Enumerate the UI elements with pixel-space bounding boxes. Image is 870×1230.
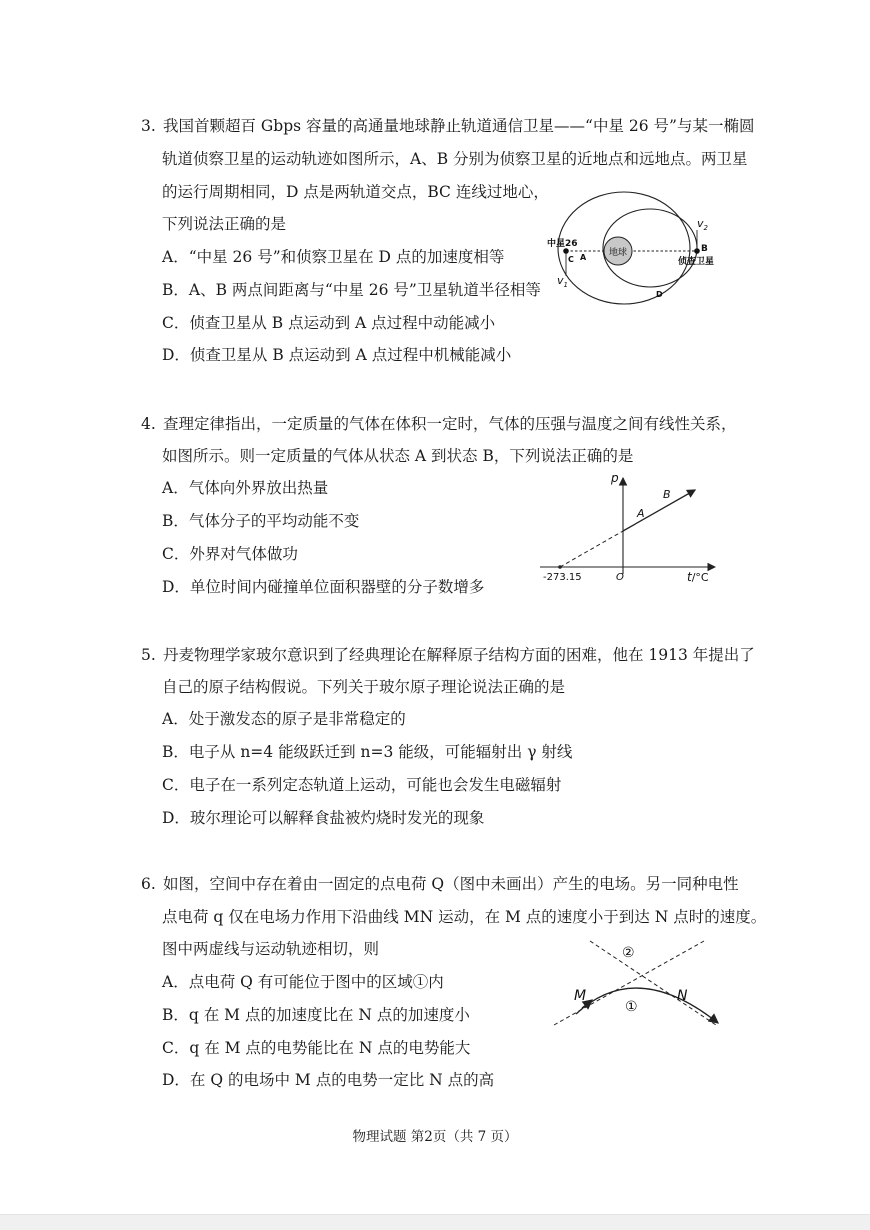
state-a-label: A [637, 507, 645, 520]
q6-number: 6. [141, 875, 156, 893]
q3-stem-line-3: 的运行周期相同，D 点是两轨道交点，BC 连线过地心， [162, 183, 549, 201]
q6-trajectory-figure [548, 935, 728, 1035]
origin-point [558, 565, 562, 569]
q4-option-b: B．气体分子的平均动能不变 [162, 512, 360, 530]
q6-option-c: C．q 在 M 点的电势能比在 N 点的电势能大 [162, 1039, 471, 1057]
region-2-label: ② [622, 945, 635, 961]
q4-option-c: C．外界对气体做功 [162, 545, 298, 563]
state-b-label: B [663, 488, 671, 501]
neg-temp-label: -273.15 [543, 572, 582, 583]
q3-orbit-figure [540, 188, 740, 308]
q3-stem-line-4: 下列说法正确的是 [162, 215, 287, 233]
q6-stem-line-3: 图中两虚线与运动轨迹相切，则 [162, 940, 380, 958]
tangent-line-n [590, 941, 716, 1025]
dashed-extension [560, 531, 623, 567]
point-b-dot [694, 248, 700, 254]
orbit-diagram [540, 188, 740, 308]
sat2-label: 侦查卫星 [678, 257, 715, 267]
earth-label: 地球 [608, 248, 628, 258]
v1-label: $v_1$ [557, 274, 568, 289]
q3-option-a: A．“中星 26 号”和侦察卫星在 D 点的加速度相等 [162, 248, 505, 266]
q5-option-a: A．处于激发态的原子是非常稳定的 [162, 710, 406, 728]
q3-option-c: C．侦查卫星从 B 点运动到 A 点过程中动能减小 [162, 314, 496, 332]
point-d-label: D [656, 290, 663, 299]
q4-number: 4. [141, 415, 156, 433]
v2-label: $v_2$ [697, 217, 708, 232]
q4-stem-line-2: 如图所示。则一定质量的气体从状态 A 到状态 B，下列说法正确的是 [162, 447, 634, 465]
q4-pt-graph [535, 470, 725, 585]
sat1-label: 中星26 [547, 239, 578, 249]
q3-option-d: D．侦查卫星从 B 点运动到 A 点过程中机械能减小 [162, 346, 512, 364]
point-m-label: M [574, 988, 587, 1004]
q4-stem-line-1: 4. 查理定律指出，一定质量的气体在体积一定时，气体的压强与温度之间有线性关系， [141, 415, 737, 433]
q4-option-d: D．单位时间内碰撞单位面积器壁的分子数增多 [162, 578, 485, 596]
q4-option-a: A．气体向外界放出热量 [162, 479, 329, 497]
p-label: p [611, 471, 619, 485]
q6-option-d: D．在 Q 的电场中 M 点的电势一定比 N 点的高 [162, 1071, 495, 1089]
trajectory-mn [576, 988, 718, 1023]
point-n-label: N [677, 988, 688, 1004]
q3-stem-line-2: 轨道侦察卫星的运动轨迹如图所示，A、B 分别为侦察卫星的近地点和远地点。两卫星 [162, 150, 748, 168]
q5-option-b: B．电子从 n=4 能级跃迁到 n=3 能级，可能辐射出 γ 射线 [162, 743, 573, 761]
scan-bottom-edge [0, 1214, 870, 1230]
point-b-label: B [701, 244, 708, 254]
page-footer: 物理试题 第2页（共 7 页） [352, 1129, 518, 1145]
region-1-label: ① [625, 999, 638, 1015]
q6-option-b: B．q 在 M 点的加速度比在 N 点的加速度小 [162, 1006, 470, 1024]
q6-stem-line-2: 点电荷 q 仅在电场力作用下沿曲线 MN 运动，在 M 点的速度小于到达 N 点时的速度。 [162, 908, 767, 926]
q6-option-a: A．点电荷 Q 有可能位于图中的区域①内 [162, 973, 444, 991]
sat1-dot [563, 248, 569, 254]
q5-stem-line-1: 5. 丹麦物理学家玻尔意识到了经典理论在解释原子结构方面的困难，他在 1913 年提出了 [141, 646, 755, 664]
t-label: t/°C [687, 570, 709, 584]
q5-number: 5. [141, 646, 156, 664]
q6-stem-line-1: 6. 如图，空间中存在着由一固定的点电荷 Q（图中未画出）产生的电场。另一同种电性 [141, 875, 739, 893]
point-a-label: A [580, 253, 587, 262]
q5-option-d: D．玻尔理论可以解释食盐被灼烧时发光的现象 [162, 809, 485, 827]
q3-number: 3. [141, 117, 156, 135]
origin-label: O [616, 572, 624, 583]
q3-stem-line-1: 3. 我国首颗超百 Gbps 容量的高通量地球静止轨道通信卫星——“中星 26 号”与某一椭圆 [141, 117, 755, 135]
q3-option-b: B．A、B 两点间距离与“中星 26 号”卫星轨道半径相等 [162, 281, 541, 299]
q5-option-c: C．电子在一系列定态轨道上运动，可能也会发生电磁辐射 [162, 776, 562, 794]
point-c-label: C [568, 255, 574, 264]
trajectory-diagram [548, 935, 728, 1035]
state-line [623, 490, 695, 531]
q5-stem-line-2: 自己的原子结构假说。下列关于玻尔原子理论说法正确的是 [162, 678, 566, 696]
pt-graph [535, 470, 725, 585]
